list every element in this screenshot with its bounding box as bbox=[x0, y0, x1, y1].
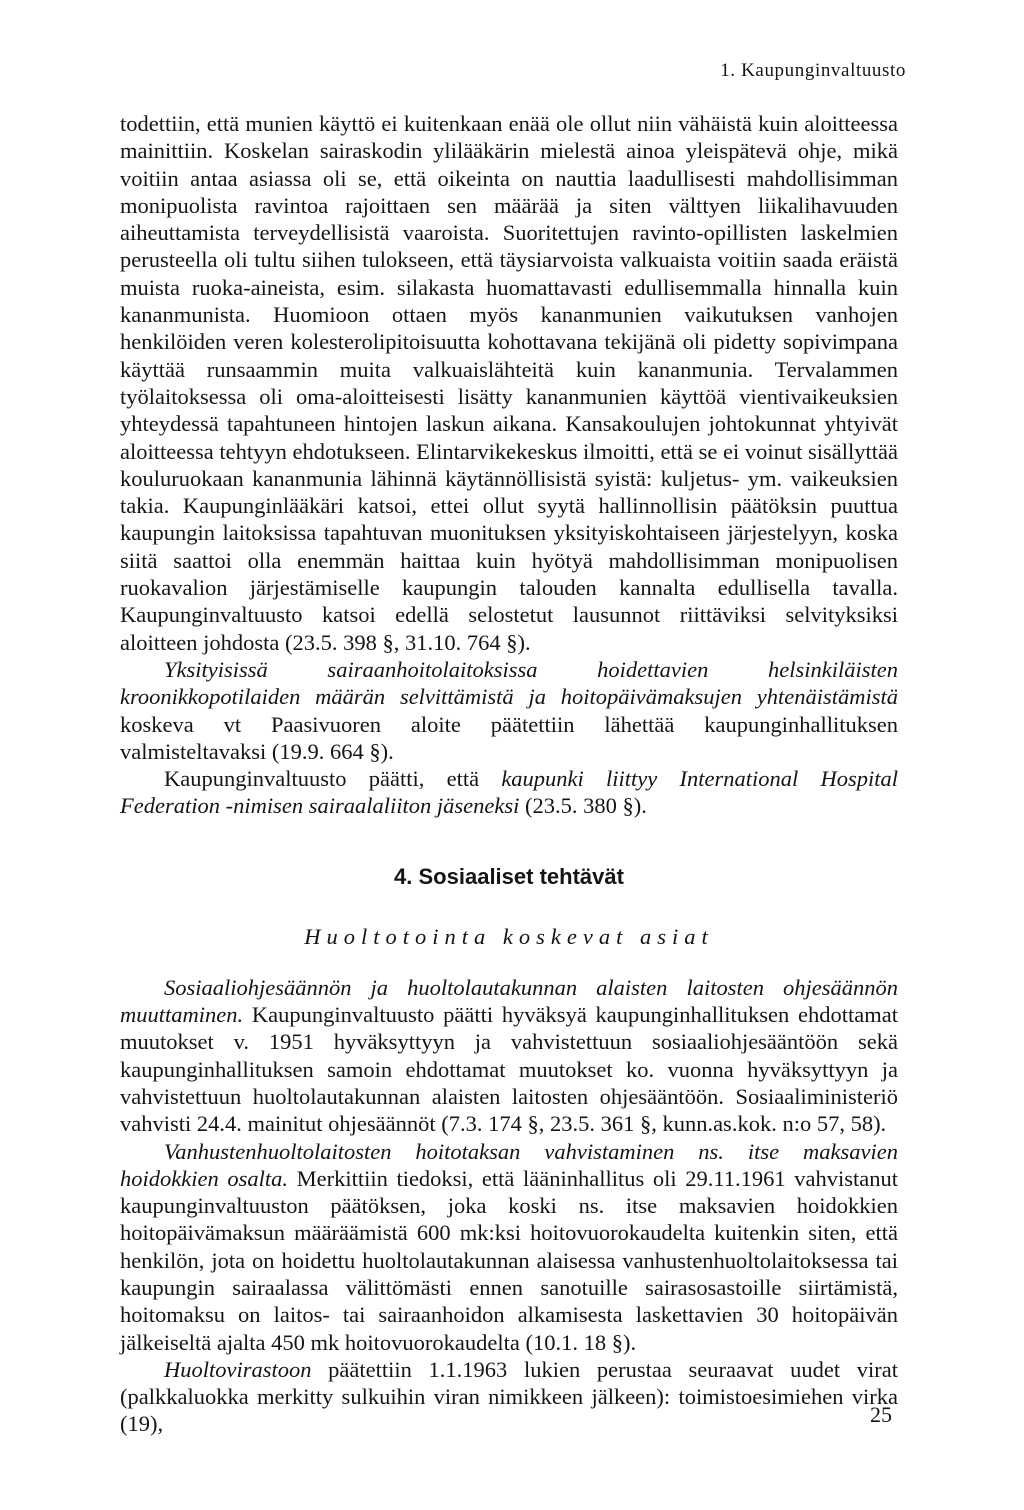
italic-text: Huoltovirastoon bbox=[164, 1356, 312, 1382]
paragraph bbox=[120, 1138, 898, 1356]
italic-text: Sosiaaliohjesäännön ja huoltolautakunnan alaisten laitosten ohjesäännön muuttaminen. bbox=[120, 974, 898, 1028]
body-text: (23.5. 380 §). bbox=[519, 793, 647, 819]
section-heading: 4. Sosiaaliset tehtävät bbox=[394, 863, 624, 889]
paragraph bbox=[120, 1356, 898, 1438]
paragraph bbox=[120, 765, 898, 820]
body-text: todettiin, että munien käyttö ei kuitenkaan enää ole ollut niin vähäistä kuin aloitteessa mainittiin. Koskelan sairaskodin ylilääkärin mielestä ainoa yleispätevä ohje, mikä voitiin antaa asiassa oli se, että oikeinta on nauttia laadullisesti mahdollisimman monipuolista ravintoa rajoittaen sen määrää ja siten välttyen liikalihavuuden aiheuttamista terveydellisistä vaaroista. Suoritettujen ravinto-opillisten laskelmien perusteella oli tultu siihen tulokseen, että täysiarvoista valkuaista voitiin saada eräistä muista ruoka-aineista, esim. silakasta huomattavasti edullisemmalla hinnalla kuin kananmunista. Huomioon ottaen myös kananmunien vaikutuksen vanhojen henkilöiden veren kolesterolipitoisuutta kohottavana tekijänä oli pidetty sopivimpana käyttää runsaammin muita valkuaislähteitä kuin kananmunia. Tervalammen työlaitoksessa oli oma-aloitteisesti lisätty kananmunien käyttöä vientivaikeuksien yhteydessä tapahtuneen hintojen laskun aikana. Kansakoulujen johtokunnat yhtyivät aloitteessa tehtyyn ehdotukseen. Elintarvikekeskus ilmoitti, että se ei voinut sisällyttää kouluruokaan kananmunia lähinnä käytännöllisistä syistä: kuljetus- ym. vaikeuksien takia. Kaupunginlääkäri katsoi, ettei ollut syytä hallinnollisin päätöksin puuttua kaupungin laitoksissa tapahtuvan muonituksen yksityiskohtaiseen järjestelyyn, koska siitä saattoi olla enemmän haittaa kuin hyötyä mahdollisimman monipuolisen ruokavalion järjestämiselle kaupungin talouden kannalta edullisella tavalla. Kaupunginvaltuusto katsoi edellä selostetut lausunnot riittäviksi selvityksiksi aloitteen johdosta (23.5. 398 §, 31.10. 764 §). bbox=[120, 111, 898, 655]
paragraph bbox=[120, 656, 898, 765]
italic-text: kaupunki liittyy International Hospital Federation -nimisen sairaalaliiton jäseneksi bbox=[120, 766, 899, 819]
body-text: päätettiin 1.1.1963 lukien perustaa seuraavat uudet virat (palkkaluokka merkitty sulkuihin viran nimikkeen jälkeen): toimistoesimiehen virka (19), bbox=[120, 1356, 898, 1437]
page-number: 25 bbox=[870, 1402, 892, 1427]
body-text: koskeva vt Paasivuoren aloite päätettiin lähettää kaupunginhallituksen valmisteltavaksi (19.9. 664 §). bbox=[120, 711, 898, 764]
body-text: Merkittiin tiedoksi, että lääninhallitus oli 29.11.1961 vahvistanut kaupunginvaltuuston päätöksen, joka koski ns. itse maksavien hoidokkien hoitopäivämaksun määräämistä 600 mk:ksi hoitovuorokaudelta kuitenkin siten, että henkilön, jota on hoidettu huoltolautakunnan alaisessa vanhustenhuoltolaitoksessa tai kaupungin sairaalassa välittömästi ennen sanotuille sairasosastoille siirtämistä, hoitomaksu on laitos- tai sairaanhoidon alkamisesta laskettavien 30 hoitopäivän jälkeiseltä ajalta 450 mk hoitovuorokaudelta (10.1. 18 §). bbox=[120, 1165, 898, 1355]
body-text: Kaupunginvaltuusto päätti, että bbox=[164, 766, 502, 792]
italic-text: Vanhustenhuoltolaitosten hoitotaksan vahvistaminen ns. itse maksavien hoidokkien osalta. bbox=[120, 1138, 898, 1191]
paragraph bbox=[120, 974, 898, 1138]
section-subheading: Huoltotointa koskevat asiat bbox=[304, 923, 714, 949]
section-paragraphs bbox=[120, 974, 898, 1438]
running-header: 1. Kaupunginvaltuusto bbox=[720, 60, 906, 81]
intro-paragraphs bbox=[120, 110, 898, 820]
body-text: Kaupunginvaltuusto päätti hyväksyä kaupunginhallituksen ehdottamat muutokset v. 1951 hyväksyttyyn ja vahvistettuun sosiaaliohjesääntöön sekä kaupunginhallituksen samoin ehdottamat muutokset ko. vuonna hyväksyttyyn ja vahvistettuun huoltolautakunnan alaisten laitosten ohjesääntöön. Sosiaaliministeriö vahvisti 24.4. mainitut ohjesäännöt (7.3. 174 §, 23.5. 361 §, kunn.as.kok. n:o 57, 58). bbox=[120, 1002, 898, 1137]
page-body bbox=[120, 110, 898, 1438]
italic-text: Yksityisissä sairaanhoitolaitoksissa hoidettavien helsinkiläisten kroonikkopotilaiden määrän selvittämistä ja hoitopäivämaksujen yhtenäistämistä bbox=[120, 656, 898, 710]
paragraph bbox=[120, 110, 898, 656]
